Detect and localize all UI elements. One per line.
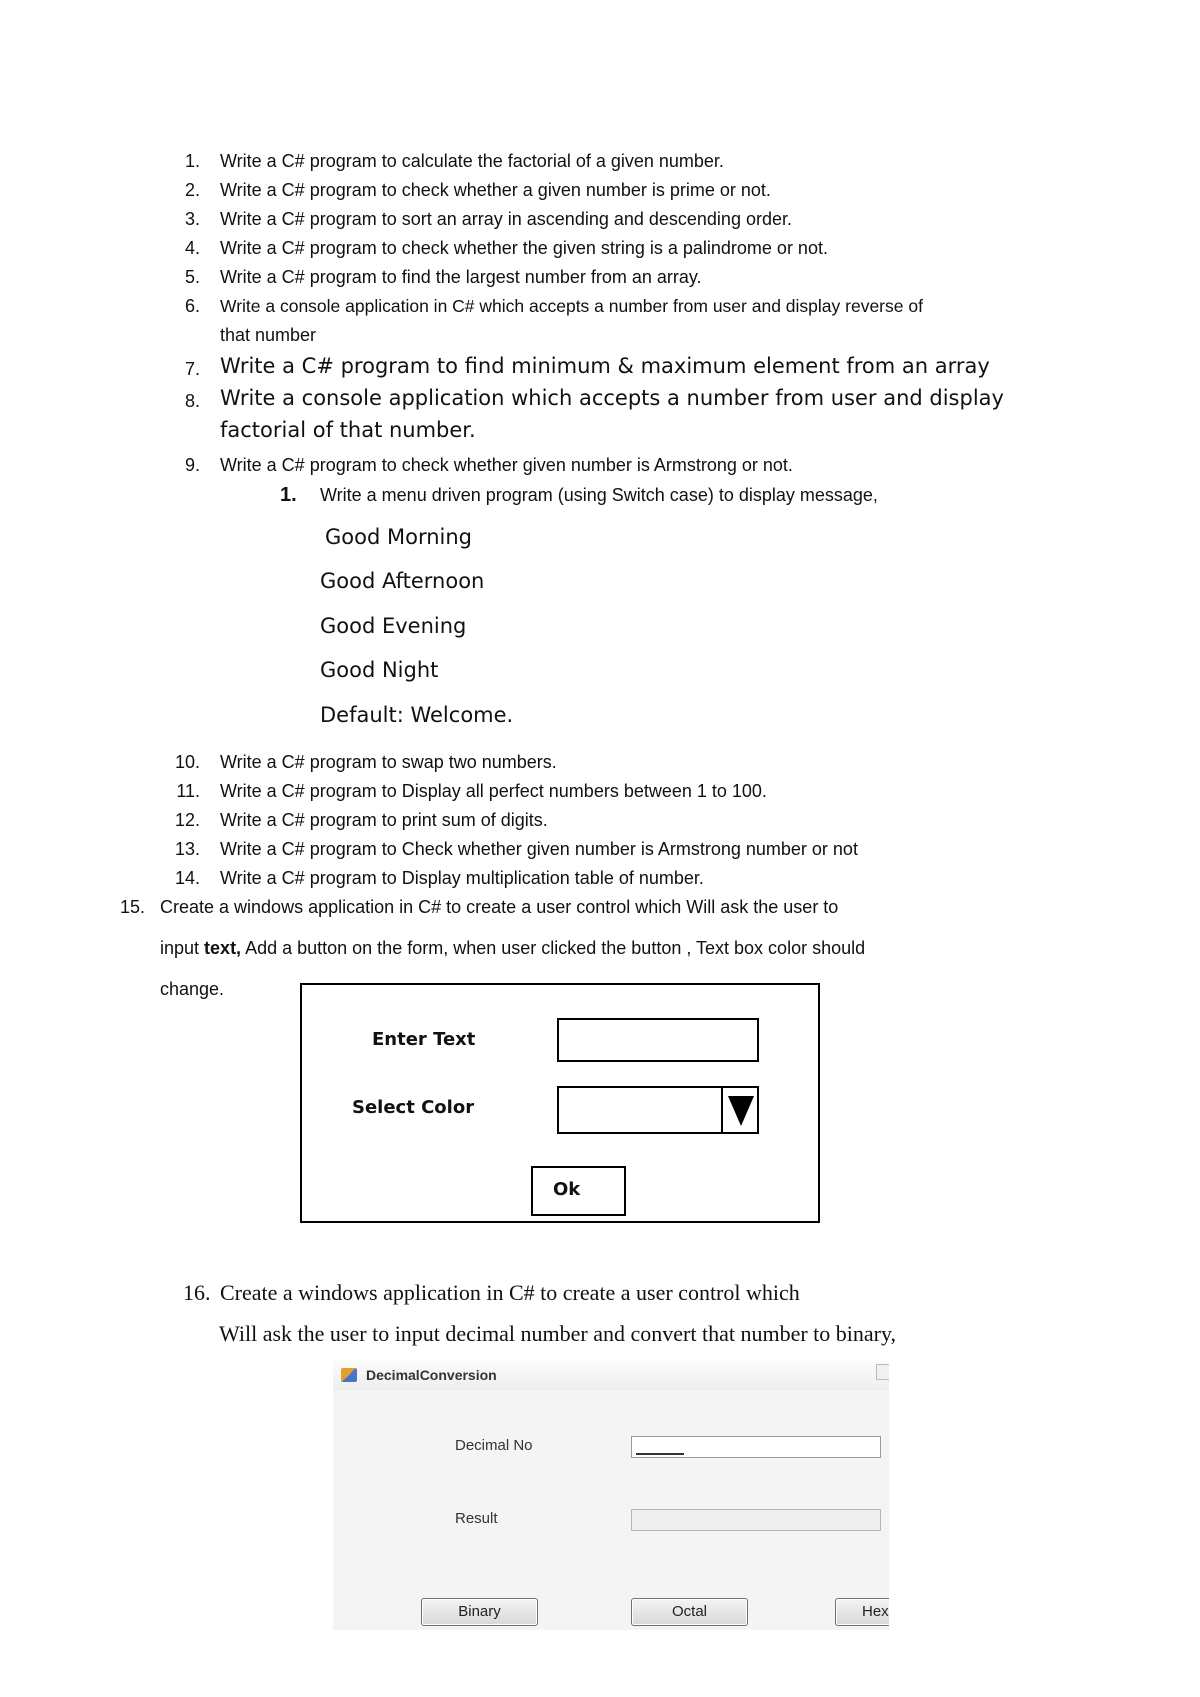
binary-button[interactable]: Binary xyxy=(421,1598,538,1626)
text-run: input xyxy=(160,938,205,958)
octal-button[interactable]: Octal xyxy=(631,1598,748,1626)
list-text: Write a C# program to swap two numbers. xyxy=(220,752,557,772)
list-text: Write a C# program to find minimum & maximum element from an array xyxy=(220,354,990,378)
list-text: Write a C# program to sort an array in ascending and descending order. xyxy=(220,209,792,229)
greeting-option: Good Evening xyxy=(320,614,467,638)
greeting-option: Good Night xyxy=(320,658,439,682)
window-title: DecimalConversion xyxy=(366,1367,497,1383)
list-number: 1. xyxy=(184,151,200,171)
list-text: Write a C# program to Display all perfect numbers between 1 to 100. xyxy=(220,781,767,801)
list-item-continuation xyxy=(160,937,865,959)
text-run: Add a button on the form, when user clicked the button , Text box color should xyxy=(241,938,866,958)
list-item-continuation: factorial of that number. xyxy=(220,418,476,442)
enter-text-label: Enter Text xyxy=(372,1029,476,1050)
decimal-no-label: Decimal No xyxy=(455,1437,533,1454)
list-number: 6. xyxy=(184,296,200,316)
list-number: 3. xyxy=(184,209,200,229)
list-text: Write a C# program to check whether the given string is a palindrome or not. xyxy=(220,238,828,258)
enter-text-input[interactable] xyxy=(557,1018,759,1062)
list-number: 9. xyxy=(184,455,200,475)
ok-button[interactable]: Ok xyxy=(531,1166,626,1216)
list-text: Write a C# program to calculate the factorial of a given number. xyxy=(220,151,724,171)
list-number: 16. xyxy=(183,1280,211,1305)
text-caret xyxy=(636,1453,684,1455)
decimal-conversion-window xyxy=(333,1360,889,1630)
list-text: Write a console application in C# which accepts a number from user and display reverse of xyxy=(220,296,923,316)
select-color-dropdown[interactable] xyxy=(557,1086,759,1134)
list-number: 13. xyxy=(174,839,200,859)
window-title-bar xyxy=(333,1360,889,1390)
list-number: 2. xyxy=(184,180,200,200)
greeting-option: Good Afternoon xyxy=(320,569,485,593)
hex-button[interactable]: Hex xyxy=(835,1598,889,1626)
list-text: Write a console application which accepts a number from user and display xyxy=(220,386,1004,410)
list-item xyxy=(183,1280,800,1306)
list-number: 8. xyxy=(184,391,200,411)
list-text: Write a C# program to Display multiplication table of number. xyxy=(220,868,704,888)
list-item-continuation: Will ask the user to input decimal number and convert that number to binary, xyxy=(219,1321,897,1346)
close-icon[interactable] xyxy=(876,1364,889,1380)
result-output xyxy=(631,1509,881,1531)
greeting-option: Good Morning xyxy=(325,525,472,549)
select-color-label: Select Color xyxy=(352,1097,475,1118)
list-text: Write a C# program to check whether given number is Armstrong or not. xyxy=(220,455,793,475)
list-item-continuation: that number xyxy=(220,325,317,345)
list-text: Write a menu driven program (using Switch case) to display message, xyxy=(320,485,878,505)
greeting-option: Default: Welcome. xyxy=(320,703,514,727)
dropdown-arrow-icon[interactable] xyxy=(721,1088,757,1132)
list-number: 11. xyxy=(176,781,200,801)
result-label: Result xyxy=(455,1510,498,1527)
list-item-continuation: change. xyxy=(160,979,225,999)
list-number: 7. xyxy=(184,359,200,379)
list-text: Create a windows application in C# to create a user control which Will ask the user to xyxy=(160,897,839,917)
list-number: 12. xyxy=(174,810,200,830)
form-sketch xyxy=(300,983,820,1223)
list-text: Write a C# program to check whether a given number is prime or not. xyxy=(220,180,771,200)
list-number: 4. xyxy=(184,238,200,258)
list-number: 1. xyxy=(280,484,297,506)
list-text: Write a C# program to Check whether given number is Armstrong number or not xyxy=(220,839,858,859)
bold-text: text, xyxy=(204,938,242,958)
list-number: 10. xyxy=(174,752,200,772)
list-number: 14. xyxy=(174,868,200,888)
list-text: Create a windows application in C# to create a user control which xyxy=(220,1280,800,1305)
list-number: 5. xyxy=(184,267,200,287)
list-number: 15. xyxy=(120,897,146,917)
decimal-input[interactable] xyxy=(631,1436,881,1458)
app-icon xyxy=(341,1368,357,1382)
list-text: Write a C# program to find the largest number from an array. xyxy=(220,267,702,287)
list-text: Write a C# program to print sum of digits. xyxy=(220,810,548,830)
